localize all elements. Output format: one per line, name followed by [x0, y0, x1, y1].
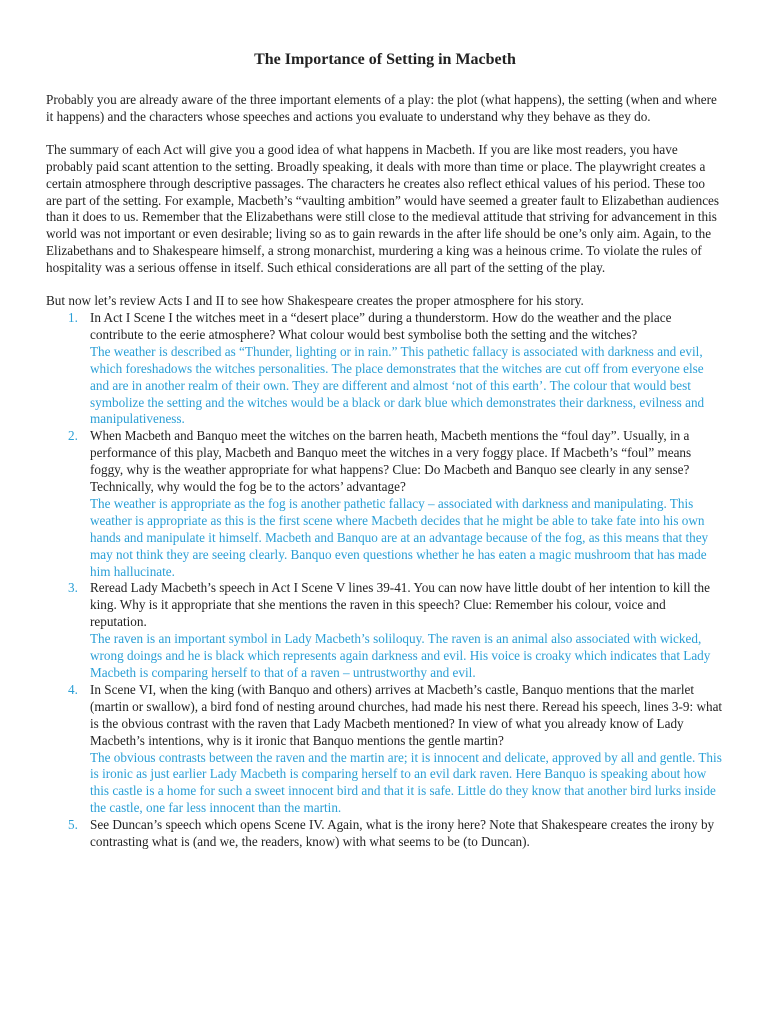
list-item	[46, 682, 724, 817]
question-text: In Scene VI, when the king (with Banquo and others) arrives at Macbeth’s castle, Banquo mentions that the marlet (martin or swallow), a bird fond of nesting around churches, had made his nest there. Reread his speech, lines 3-9: what is the obvious contrast with the raven that Lady Macbeth mentioned? In view of what you already know of Lady Macbeth’s intentions, why is it ironic that Banquo mentions the gentle martin?	[90, 681, 723, 748]
question-text: Reread Lady Macbeth’s speech in Act I Scene V lines 39-41. You can now have little doubt of her intention to kill the king. Why is it appropriate that she mentions the raven in this speech? Clue: Remember his colour, voice and reputation.	[90, 580, 710, 630]
list-item	[46, 310, 724, 428]
document-title: The Importance of Setting in Macbeth	[254, 51, 516, 68]
setting-paragraph: The summary of each Act will give you a good idea of what happens in Macbeth. If you are like most readers, you have probably paid scant attention to the setting. Broadly speaking, it deals with more than time or place. The playwright creates a certain atmosphere through descriptive passages. The characters he creates also reflect ethical values of his period. These too are part of the setting. For example, Macbeth’s “vaulting ambition” would have seemed a greater fault to Elizabethan audiences than it does to us. Remember that the Elizabethans were still close to the medieval attitude that striving for advancement in this world was not important or even desirable; living so as to gain rewards in the after life should be one’s only aim. Again, to the Elizabethans and to Shakespeare himself, a strong monarchist, murdering a king was a heinous crime. To violate the rules of hospitality was a serious offense in itself. Such ethical considerations are all part of the setting of the play.	[46, 141, 720, 276]
answer-text: The weather is described as “Thunder, lighting or in rain.” This pathetic fallacy is associated with darkness and evil, which foreshadows the witches personalities. The place demonstrates that the witches are cut off from everyone else and are in another realm of their own. They are different and almost ‘not of this earth’. The colour that would best symbolize the setting and the witches would be a black or dark blue which demonstrates their darkness, evilness and manipulativeness.	[90, 343, 705, 427]
item-number: 4.	[68, 681, 78, 697]
question-text: In Act I Scene I the witches meet in a “desert place” during a thunderstorm. How do the weather and the place contribute to the eerie atmosphere? What colour would best symbolise both the setting and the witches?	[90, 309, 672, 342]
intro-paragraph: Probably you are already aware of the three important elements of a play: the plot (what happens), the setting (when and where it happens) and the characters whose speeches and actions you evaluate to understand why they behave as they do.	[46, 92, 717, 124]
answer-text: The obvious contrasts between the raven and the martin are; it is innocent and delicate, approved by all and gentle. This is ironic as just earlier Lady Macbeth is comparing herself to an evil dark raven. Here Banquo is speaking about how this castle is a home for such a sweet innocent bird and that it is safe. Little do they know that another bird lurks inside the castle, one far less innocent than the martin.	[90, 749, 722, 816]
question-list	[46, 310, 724, 851]
answer-text: The raven is an important symbol in Lady Macbeth’s soliloquy. The raven is an animal also associated with wicked, wrong doings and he is black which represents again darkness and evil. His voice is croaky which indicates that Lady Macbeth is comparing herself to that of a raven – untrustworthy and evil.	[90, 631, 711, 680]
item-number: 3.	[68, 580, 78, 596]
answer-text: The weather is appropriate as the fog is another pathetic fallacy – associated with darkness and manipulating. This weather is appropriate as this is the first scene where Macbeth decides that he might be able to take fate into his own hands and manipulate it himself. Macbeth and Banquo are at an advantage because of the fog, as this means that they may not think they are seeing clearly. Banquo even questions whether he has eaten a magic mushroom that has made him hallucinate.	[90, 495, 709, 579]
item-number: 2.	[68, 428, 78, 444]
list-item	[46, 580, 724, 681]
review-intro-paragraph: But now let’s review Acts I and II to see how Shakespeare creates the proper atmosphere for his story.	[46, 293, 584, 309]
item-number: 5.	[68, 817, 78, 833]
list-item	[46, 817, 724, 851]
list-item	[46, 428, 724, 580]
item-number: 1.	[68, 309, 78, 325]
question-text: When Macbeth and Banquo meet the witches on the barren heath, Macbeth mentions the “foul day”. Usually, in a performance of this play, Macbeth and Banquo meet the witches in a very foggy place. If Macbeth’s “foul” means foggy, why is the weather appropriate for what happens? Clue: Do Macbeth and Banquo see clearly in any sense? Technically, why would the fog be to the actors’ advantage?	[90, 428, 692, 495]
question-text: See Duncan’s speech which opens Scene IV. Again, what is the irony here? Note that Shakespeare creates the irony by contrasting what is (and we, the readers, know) with what seems to be (to Duncan).	[90, 817, 715, 850]
